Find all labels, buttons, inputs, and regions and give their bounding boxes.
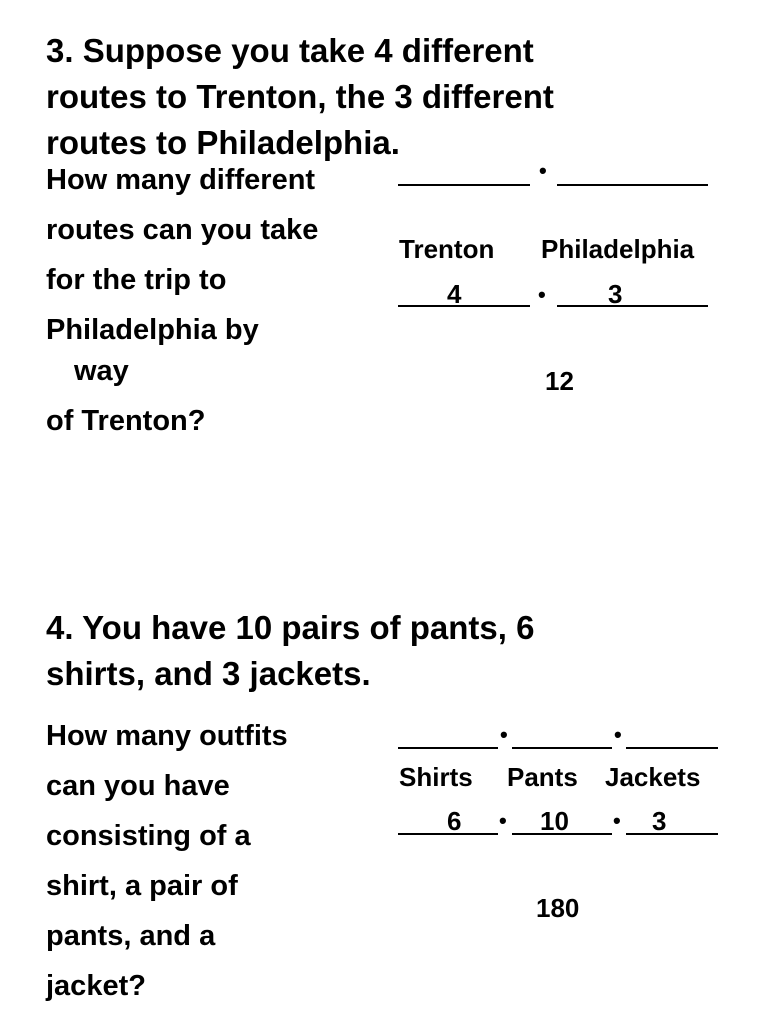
problem-3-empty-separator: • [539,158,547,183]
problem-3-value-philadelphia: 3 [608,279,623,309]
problem-4-empty-separator-2: • [614,722,622,747]
problem-3-filled-blank-1 [398,305,530,307]
problem-4-question-line-3: consisting of a [46,820,251,852]
problem-3-heading-line-1: 3. Suppose you take 4 different [46,32,534,69]
problem-3-label-trenton: Trenton [399,234,495,264]
problem-4-empty-blank-2 [512,747,612,749]
problem-3-value-trenton: 4 [447,279,462,309]
problem-4-label-shirts: Shirts [399,762,473,792]
problem-3-label-philadelphia: Philadelphia [541,234,695,264]
problem-4-empty-blank-1 [398,747,498,749]
problem-3-question-line-3: for the trip to [46,264,227,296]
problem-3-filled-separator: • [538,282,546,307]
problem-4-label-jackets: Jackets [605,762,701,792]
problem-4-heading-line-2: shirts, and 3 jackets. [46,655,371,692]
problem-3-question-line-4: Philadelphia by [46,314,259,346]
problem-4-value-pants: 10 [540,806,569,836]
problem-3-empty-blank-1 [398,184,530,186]
problem-4-answer: 180 [536,893,580,923]
problem-3-question-line-1: How many different [46,164,316,196]
problem-4-question-line-1: How many outfits [46,720,288,752]
problem-3-question-line-6: of Trenton? [46,405,206,437]
problem-4-filled-separator-2: • [613,808,621,833]
problem-3-question-line-2: routes can you take [46,214,319,246]
problem-4-value-shirts: 6 [447,806,462,836]
problem-3-heading-line-3: routes to Philadelphia. [46,124,400,161]
problem-3-heading-line-2: routes to Trenton, the 3 different [46,78,554,115]
problem-3-question-line-5: way [74,355,129,387]
problem-3-answer: 12 [545,366,574,396]
problem-4-filled-separator-1: • [499,808,507,833]
problem-4-empty-separator-1: • [500,722,508,747]
problem-3-empty-blank-2 [557,184,708,186]
problem-4-heading-line-1: 4. You have 10 pairs of pants, 6 [46,609,535,646]
problem-3-filled-blank-2 [557,305,708,307]
problem-4-filled-blank-3 [626,833,718,835]
problem-4-label-pants: Pants [507,762,578,792]
problem-4-question-line-5: pants, and a [46,920,216,952]
problem-4-question-line-2: can you have [46,770,230,802]
problem-4-question-line-6: jacket? [46,970,146,1002]
problem-4-value-jackets: 3 [652,806,667,836]
problem-4-empty-blank-3 [626,747,718,749]
problem-4-question-line-4: shirt, a pair of [46,870,238,902]
